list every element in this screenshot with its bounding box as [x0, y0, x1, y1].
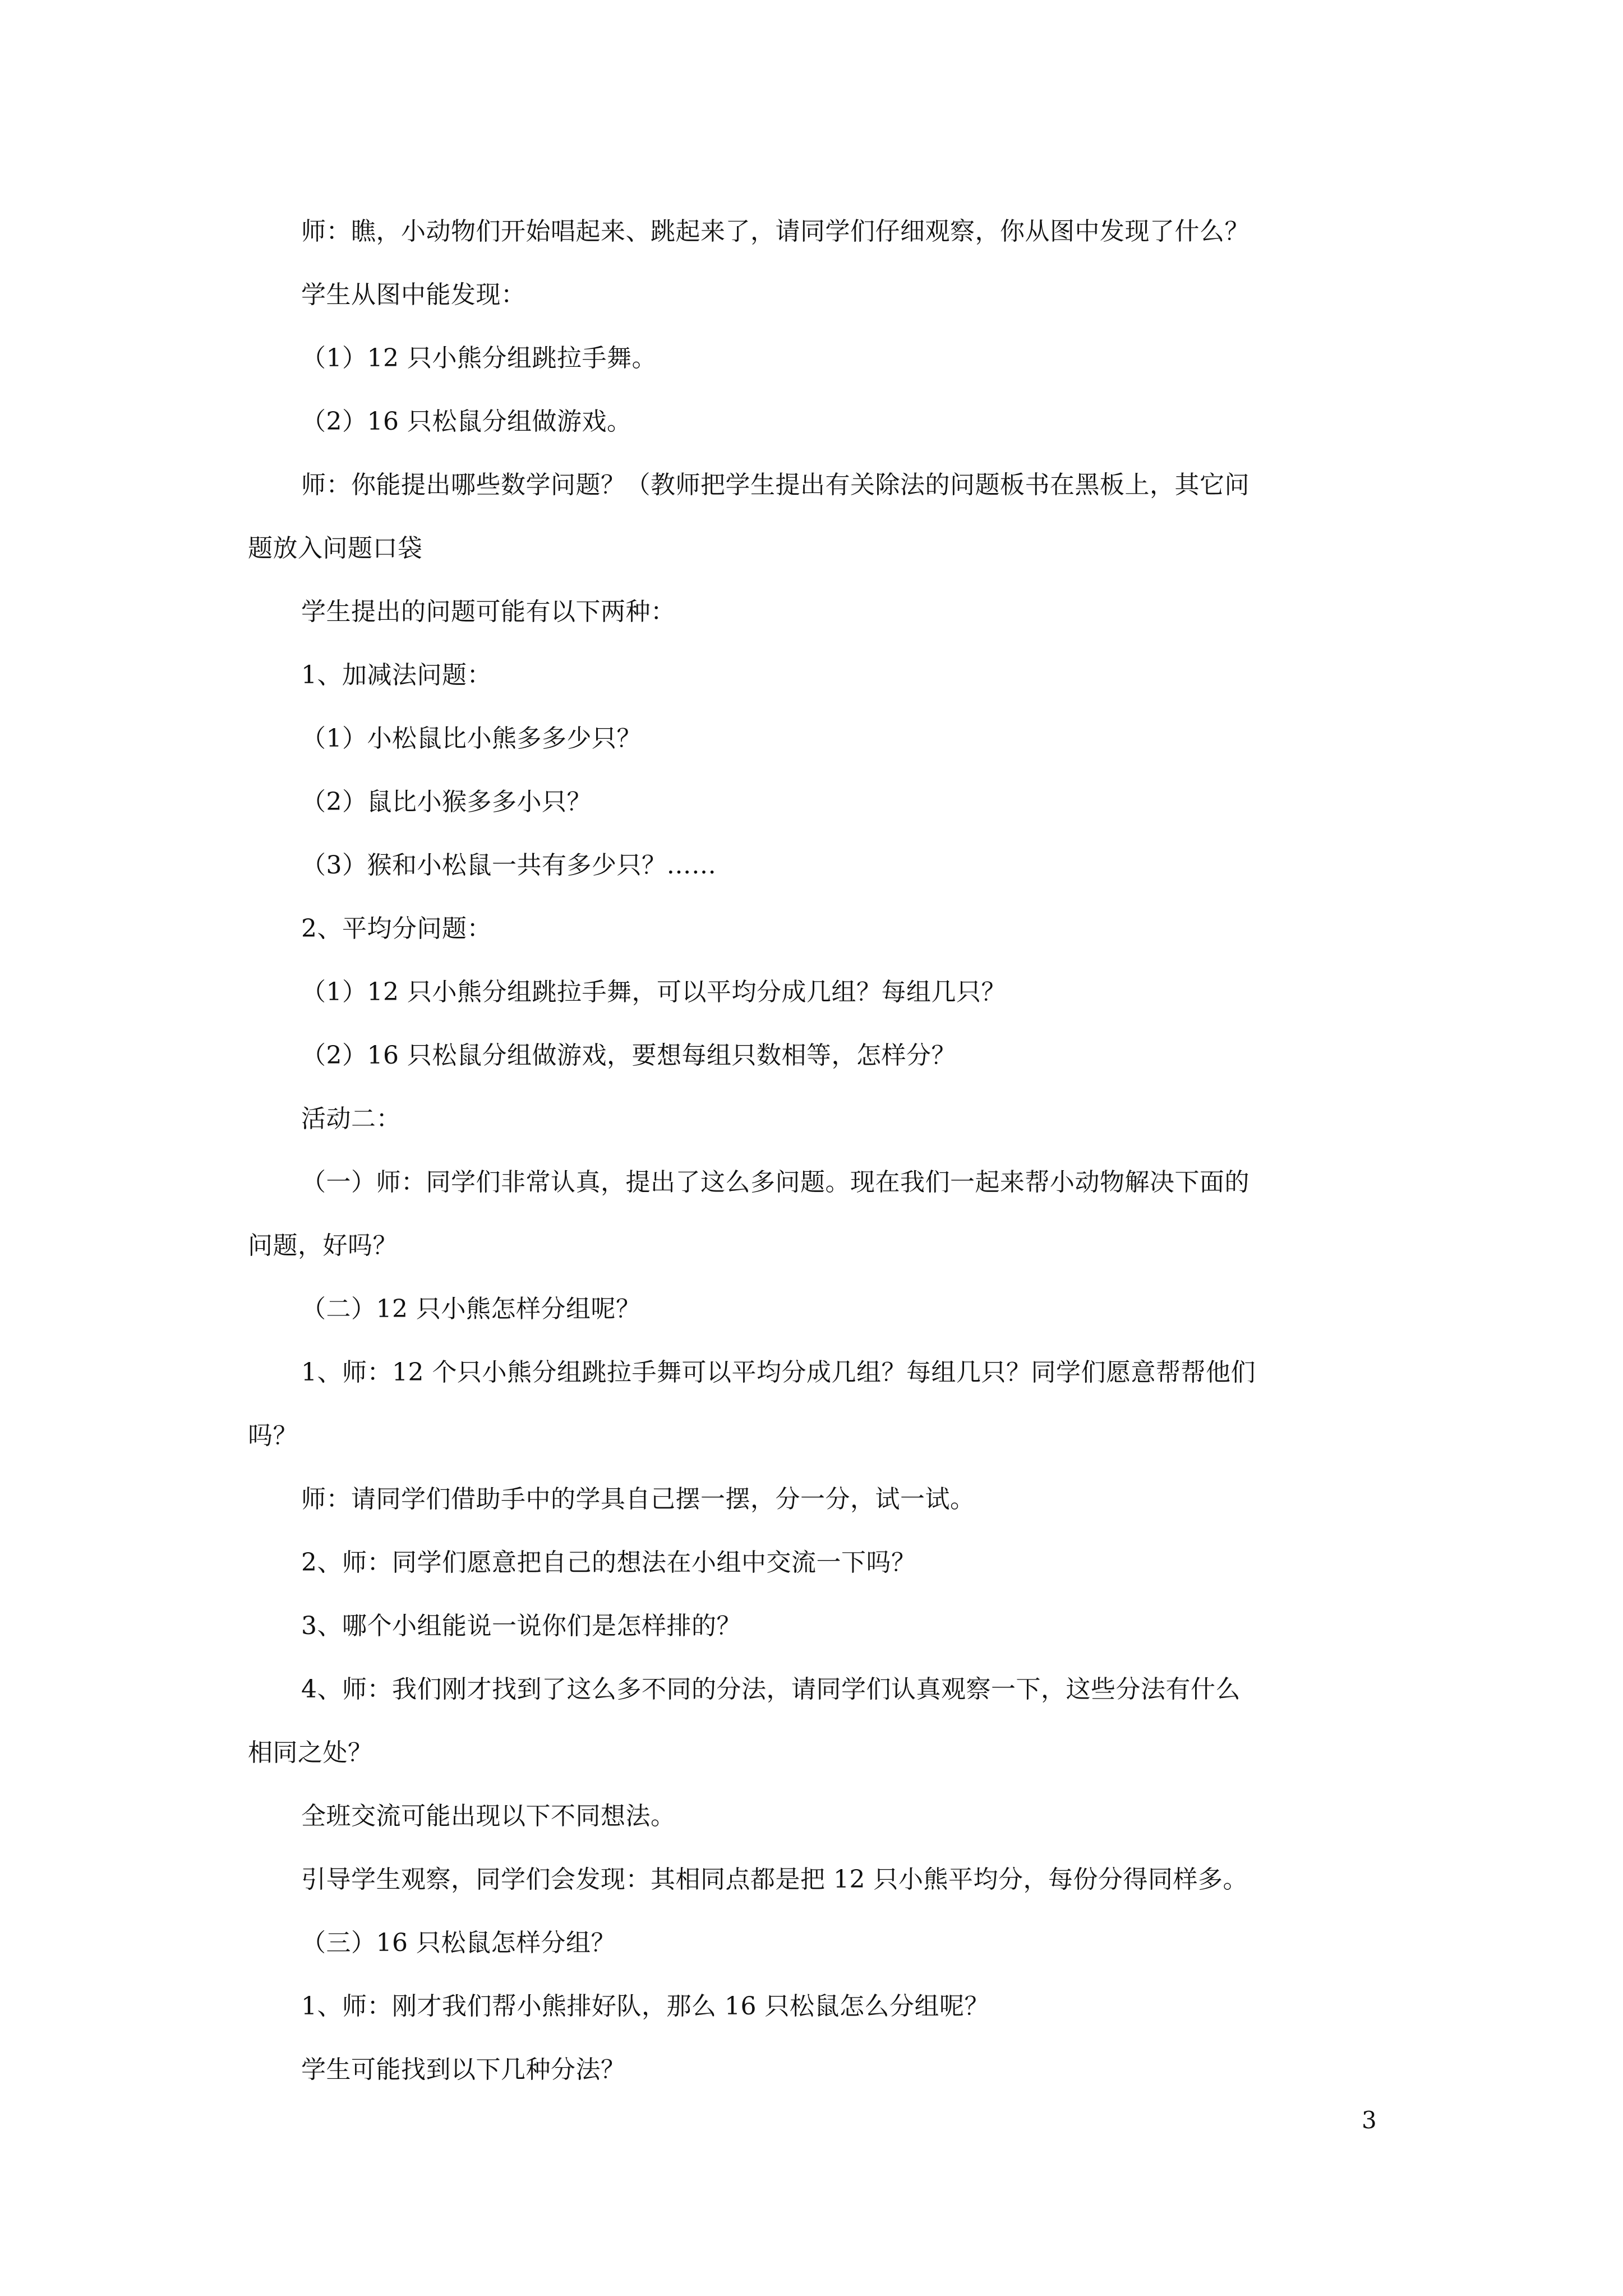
- text-line: 师：你能提出哪些数学问题？（教师把学生提出有关除法的问题板书在黑板上，其它问: [301, 471, 1249, 499]
- text-line: 全班交流可能出现以下不同想法。: [301, 1802, 676, 1830]
- text-line: 2、平均分问题：: [301, 914, 492, 943]
- text-line: （2）鼠比小猴多多小只？: [301, 788, 592, 816]
- text-line: （二）12 只小熊怎样分组呢？: [301, 1295, 641, 1323]
- text-line: 吗？: [248, 1421, 298, 1450]
- text-line: 师：请同学们借助手中的学具自己摆一摆，分一分，试一试。: [301, 1485, 975, 1513]
- text-line: （1）小松鼠比小熊多多少只？: [301, 724, 642, 753]
- text-line: 引导学生观察，同学们会发现：其相同点都是把 12 只小熊平均分，每份分得同样多。: [301, 1865, 1248, 1894]
- text-line: 活动二：: [301, 1105, 401, 1133]
- page-number: 3: [1362, 2106, 1377, 2134]
- text-line: （1）12 只小熊分组跳拉手舞，可以平均分成几组？每组几只？: [301, 978, 1006, 1006]
- text-line: （2）16 只松鼠分组做游戏。: [301, 407, 632, 436]
- text-line: （三）16 只松鼠怎样分组？: [301, 1929, 616, 1957]
- text-line: 师：瞧，小动物们开始唱起来、跳起来了，请同学们仔细观察，你从图中发现了什么？: [301, 217, 1249, 246]
- text-line: 学生提出的问题可能有以下两种：: [301, 597, 676, 626]
- text-line: （一）师：同学们非常认真，提出了这么多问题。现在我们一起来帮小动物解决下面的: [301, 1168, 1249, 1197]
- text-line: 4、师：我们刚才找到了这么多不同的分法，请同学们认真观察一下，这些分法有什么: [301, 1675, 1241, 1704]
- text-line: （2）16 只松鼠分组做游戏，要想每组只数相等，怎样分？: [301, 1041, 956, 1070]
- text-line: 1、师：刚才我们帮小熊排好队，那么 16 只松鼠怎么分组呢？: [301, 1992, 989, 2021]
- text-line: 2、师：同学们愿意把自己的想法在小组中交流一下吗？: [301, 1548, 916, 1577]
- text-line: 学生从图中能发现：: [301, 280, 526, 309]
- text-line: 1、加减法问题：: [301, 661, 492, 689]
- text-line: 相同之处？: [248, 1738, 373, 1767]
- text-line: 学生可能找到以下几种分法？: [301, 2055, 626, 2084]
- text-line: （3）猴和小松鼠一共有多少只？……: [301, 851, 717, 880]
- text-line: 1、师：12 个只小熊分组跳拉手舞可以平均分成几组？每组几只？同学们愿意帮帮他们: [301, 1358, 1256, 1387]
- text-line: 问题，好吗？: [248, 1231, 398, 1260]
- text-line: （1）12 只小熊分组跳拉手舞。: [301, 344, 657, 372]
- text-line: 题放入问题口袋: [248, 534, 423, 563]
- text-line: 3、哪个小组能说一说你们是怎样排的？: [301, 1612, 741, 1640]
